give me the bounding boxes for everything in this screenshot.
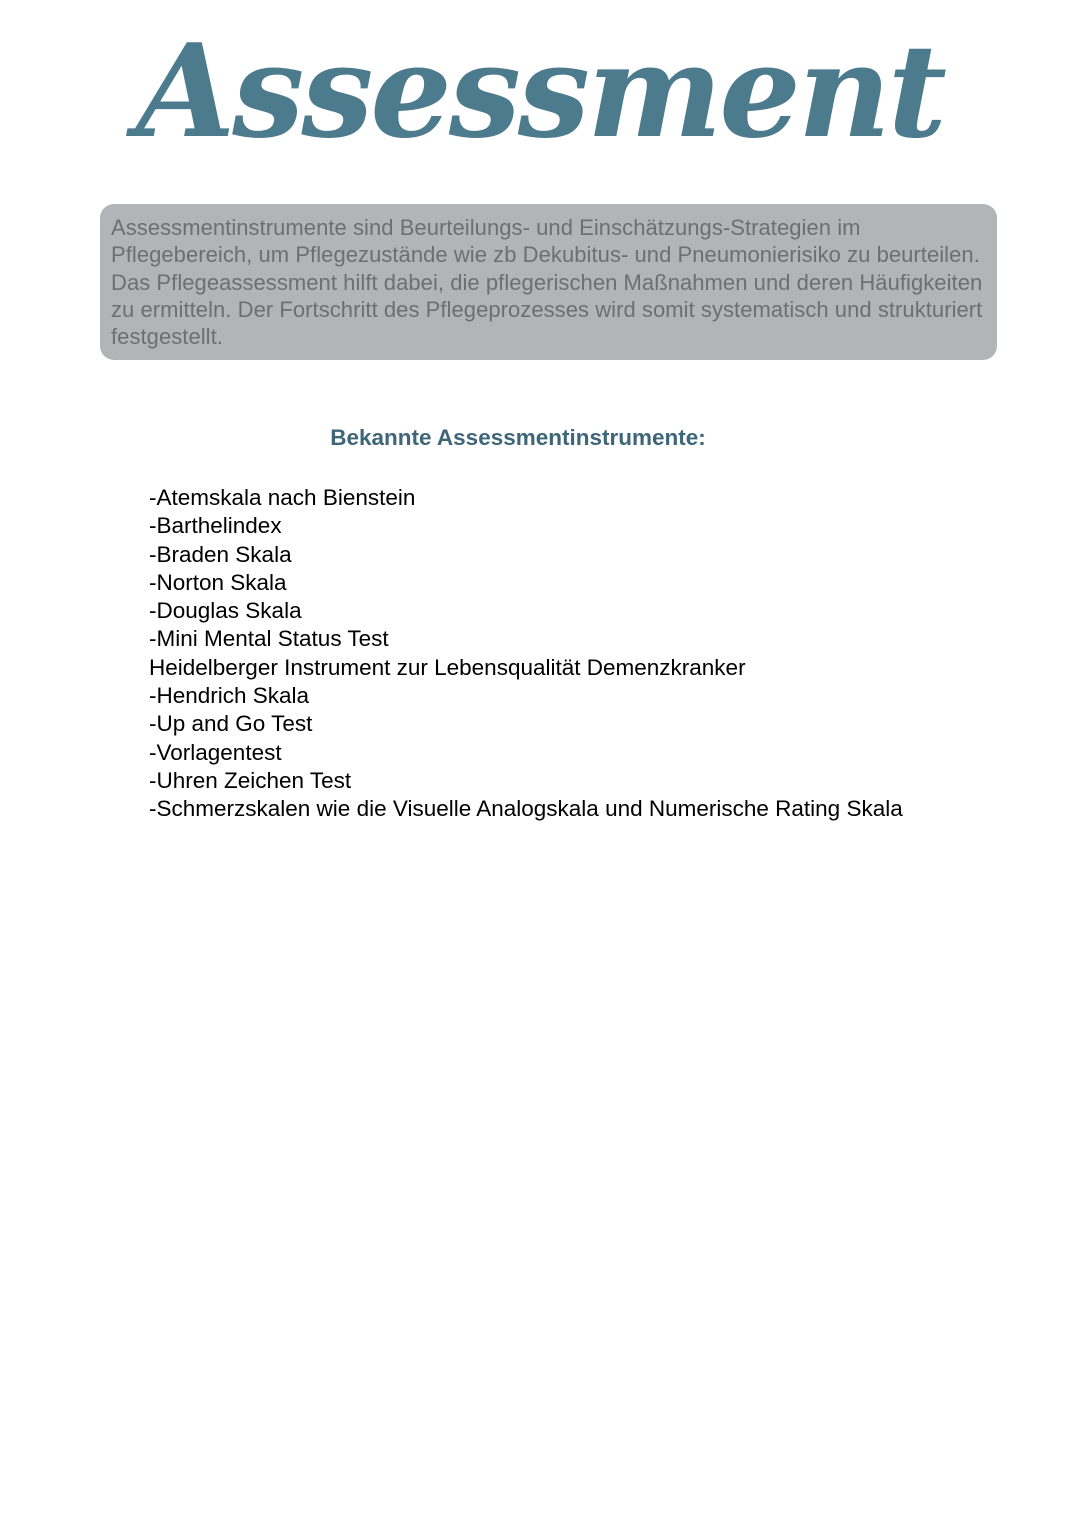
list-item: -Douglas Skala bbox=[149, 598, 302, 624]
section-heading: Bekannte Assessmentinstrumente: bbox=[330, 425, 706, 450]
list-item: -Hendrich Skala bbox=[149, 683, 310, 709]
title-lettering bbox=[135, 8, 945, 178]
list-item: -Barthelindex bbox=[149, 513, 282, 539]
list-item: Heidelberger Instrument zur Lebensqualität Demenzkranker bbox=[149, 654, 746, 680]
list-item: -Up and Go Test bbox=[149, 711, 313, 737]
list-item: -Mini Mental Status Test bbox=[149, 626, 389, 652]
page-title bbox=[0, 8, 1080, 178]
title-text: Assessment bbox=[135, 17, 945, 167]
list-item: -Braden Skala bbox=[149, 541, 292, 567]
intro-paragraph: Assessmentinstrumente sind Beurteilungs- und Einschätzungs-Strategien im Pflegebereich, um Pflegezustände wie zb Dekubitus- und Pneumonierisiko zu beurteilen. Das Pflegeassessment hilft dabei, die pflegerischen Maßnahmen und deren Häufigkeiten zu ermitteln. Der Fortschritt des Pflegeprozesses wird somit systematisch und strukturiert festgestellt. bbox=[111, 215, 983, 350]
intro-box bbox=[100, 204, 997, 360]
instrument-list bbox=[149, 484, 903, 824]
list-item: -Vorlagentest bbox=[149, 739, 282, 765]
list-item: -Norton Skala bbox=[149, 569, 287, 595]
list-item: -Uhren Zeichen Test bbox=[149, 767, 352, 793]
list-item: -Atemskala nach Bienstein bbox=[149, 485, 416, 510]
list-item: -Schmerzskalen wie die Visuelle Analogskala und Numerische Rating Skala bbox=[149, 796, 903, 822]
